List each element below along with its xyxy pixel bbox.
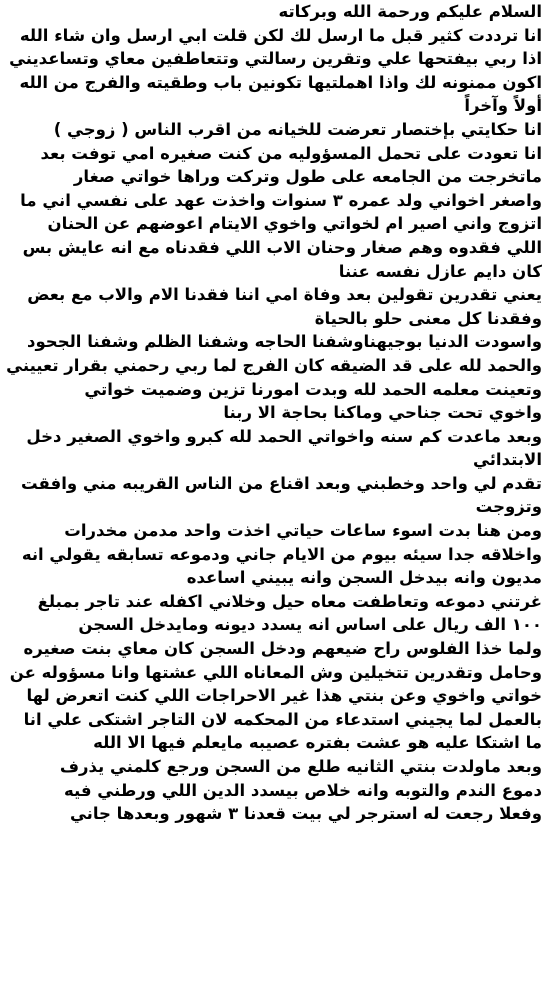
text-line: وتعينت معلمه الحمد لله وبدت امورنا تزين وضميت خواتي [84, 379, 542, 399]
text-line: انا تعودت على تحمل المسؤوليه من كنت صغيره امي توفت بعد [40, 143, 542, 163]
text-line: بالعمل لما يجيني استدعاء من المحكمه لان التاجر اشتكى علي انا [23, 709, 542, 729]
text-line: ولما خذا الفلوس راح ضيعهم ودخل السجن كان معاي بنت صغيره [23, 639, 542, 659]
text-line: يعني تقدرين تقولين بعد وفاة امي اننا فقدنا الام والاب مع بعض [27, 285, 542, 305]
text-line: خواتي واخوي وعن بنتي هذا غير الاحراجات اللي كنت اتعرض لها [26, 686, 542, 706]
text-line: وتزوجت [475, 497, 542, 517]
text-line: انا ترددت كثير قبل ما ارسل لك لكن قلت ابي ارسل وان شاء الله [19, 25, 542, 45]
text-line: اكون ممنونه لك واذا اهملتيها تكونين باب وطقيته والفرج من الله [19, 72, 542, 92]
text-line: وبعد ماولدت بنتي الثانيه طلع من السجن ورجع كلمني يذرف [59, 757, 542, 776]
text-line: اذا ربي بيفتحها علي وتقرين رسالتي وتتعاطفين معاي وتساعديني [9, 49, 542, 69]
text-line: واسودت الدنيا بوجيهناوشفنا الحاجه وشفنا الظلم وشفنا الجحود [27, 332, 542, 352]
text-line: الابتدائي [473, 450, 542, 470]
text-line: أولاً وآخراً [464, 96, 542, 116]
text-line: واصغر اخواني ولد عمره ٣ سنوات واخذت عهد على نفسي اني ما [20, 190, 542, 210]
text-line: وفقدنا كل معنى حلو بالحياة [314, 308, 542, 328]
text-line: تقدم لي واحد وخطبني وبعد اقناع من الناس القريبه مني وافقت [21, 473, 542, 493]
text-line: انا حكايتي بإختصار تعرضت للخيانه من اقرب الناس ( زوجي ) [53, 119, 542, 139]
text-line: دموع الندم والتوبه وانه خلاص بيسدد الدين اللي ورطني فيه [63, 780, 542, 800]
text-line: السلام عليكم ورحمة الله وبركاته [278, 2, 542, 21]
text-line: ماتخرجت من الجامعه على طول وتركت وراها خواتي صغار [73, 167, 542, 187]
text-line: وفعلا رجعت له استرجر لي بيت قعدنا ٣ شهور وبعدها جاني [69, 804, 542, 824]
text-line: وحامل وتقدرين تتخيلين وش المعاناه اللي عشتها وانا مسؤوله عن [9, 662, 542, 682]
text-line: ما اشتكا عليه هو عشت بفتره عصيبه مايعلم فيها الا الله [93, 733, 542, 753]
text-line: اتزوج واني اصير ام لخواتي واخوي الايتام اعوضهم عن الحنان [47, 214, 542, 234]
text-line: واخلاقه جدا سيئه بيوم من الايام جاني ودموعه تسابقه يقولي انه [21, 544, 542, 564]
text-line: ١٠٠ الف ريال على اساس انه يسدد ديونه ومايدخل السجن [78, 615, 542, 635]
text-line: كان دايم عازل نفسه عننا [338, 261, 542, 281]
text-line: والحمد لله على قد الضيقه كان الفرج لما ربي رحمني بقرار تعييني [6, 355, 542, 375]
text-line: مديون وانه بيدخل السجن وانه يبيني اساعده [186, 568, 542, 588]
text-line: اللي فقدوه وهم صغار وحنان الاب اللي فقدناه مع انه عايش بس [22, 237, 542, 257]
text-line: واخوي تحت جناحي وماكنا بحاجة الا ربنا [223, 403, 542, 423]
text-line: ومن هنا بدت اسوء ساعات حياتي اخذت واحد مدمن مخدرات [64, 521, 542, 541]
text-line: وبعد ماعدت كم سنه واخواتي الحمد لله كبرو واخوي الصغير دخل [26, 426, 542, 446]
text-line: غرتني دموعه وتعاطفت معاه حيل وخلاني اكفله عند تاجر بمبلغ [37, 591, 542, 611]
